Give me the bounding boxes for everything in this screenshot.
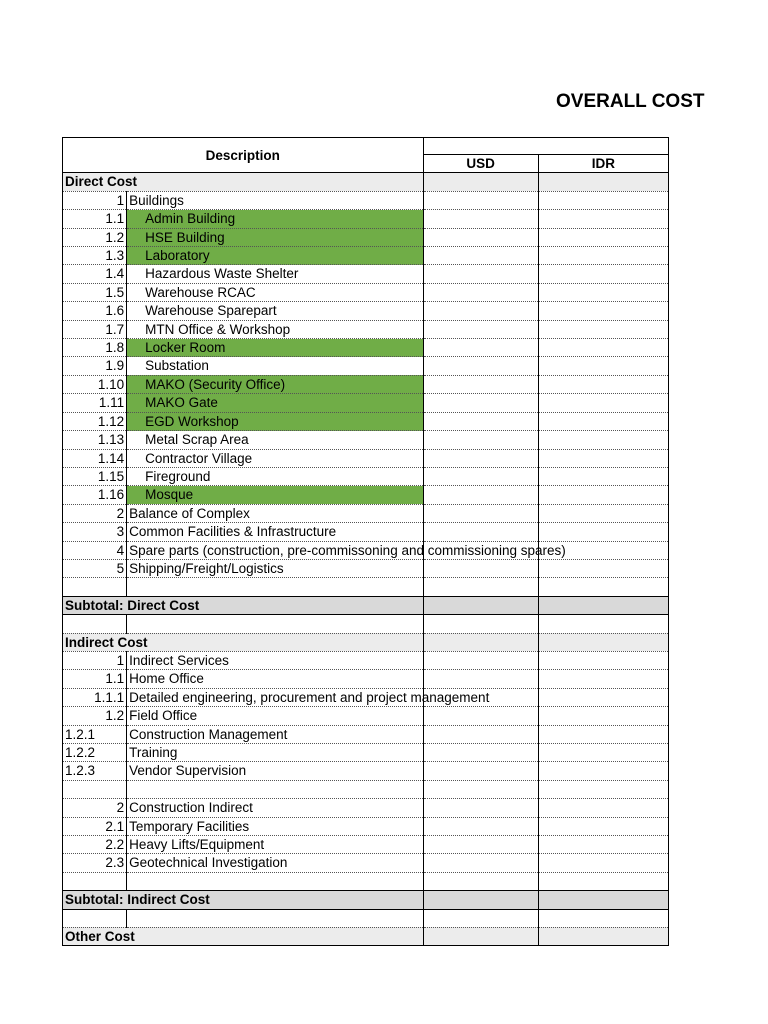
item-number: 1.8 bbox=[63, 339, 127, 357]
table-row bbox=[63, 449, 669, 467]
table-row bbox=[63, 743, 669, 761]
idr-cell bbox=[538, 302, 668, 320]
blank-row bbox=[63, 615, 669, 633]
item-number: 2 bbox=[63, 799, 127, 817]
item-number: 1 bbox=[63, 651, 127, 669]
item-description-text: Training bbox=[129, 744, 178, 760]
usd-cell bbox=[423, 651, 538, 669]
item-number: 2.3 bbox=[63, 854, 127, 872]
item-number: 1.5 bbox=[63, 283, 127, 301]
header-row bbox=[63, 138, 669, 155]
idr-cell bbox=[538, 210, 668, 228]
table-row bbox=[63, 210, 669, 228]
item-description-text: Mosque bbox=[145, 487, 194, 503]
item-description bbox=[127, 835, 423, 853]
item-description-text: Warehouse RCAC bbox=[145, 284, 256, 300]
usd-cell bbox=[423, 762, 538, 780]
idr-cell bbox=[538, 707, 668, 725]
idr-cell bbox=[538, 835, 668, 853]
usd-header: USD bbox=[423, 155, 538, 173]
description-header: Description bbox=[63, 138, 424, 173]
usd-cell bbox=[423, 780, 538, 798]
idr-cell bbox=[538, 504, 668, 522]
table-row bbox=[63, 817, 669, 835]
table-row bbox=[63, 688, 669, 706]
subtotal-indirect-cost bbox=[63, 891, 669, 909]
item-description bbox=[127, 431, 423, 449]
table-row bbox=[63, 357, 669, 375]
item-description-text: Home Office bbox=[129, 671, 204, 687]
empty-cell bbox=[423, 872, 538, 890]
idr-cell bbox=[538, 762, 668, 780]
usd-cell bbox=[423, 191, 538, 209]
table-row bbox=[63, 283, 669, 301]
empty-cell bbox=[423, 909, 538, 927]
idr-cell bbox=[538, 799, 668, 817]
empty-cell bbox=[423, 615, 538, 633]
item-description bbox=[127, 541, 566, 559]
table-row bbox=[63, 523, 669, 541]
subtotal-direct-cost bbox=[63, 596, 669, 614]
usd-cell bbox=[423, 375, 538, 393]
idr-cell bbox=[538, 688, 668, 706]
item-number: 1.2 bbox=[63, 707, 127, 725]
idr-cell bbox=[538, 927, 668, 945]
idr-cell bbox=[538, 265, 668, 283]
item-description bbox=[127, 725, 423, 743]
item-description bbox=[127, 467, 423, 485]
usd-cell bbox=[423, 523, 538, 541]
item-description bbox=[127, 854, 423, 872]
idr-cell bbox=[538, 559, 668, 577]
item-number: 1.1.1 bbox=[63, 688, 127, 706]
item-number bbox=[63, 780, 127, 798]
usd-cell bbox=[423, 228, 538, 246]
item-description bbox=[127, 670, 423, 688]
idr-cell bbox=[538, 339, 668, 357]
table-row bbox=[63, 375, 669, 393]
item-description-text: Indirect Services bbox=[129, 652, 229, 668]
item-description-text: Detailed engineering, procurement and project management bbox=[129, 689, 490, 705]
table-row bbox=[63, 467, 669, 485]
idr-cell bbox=[538, 854, 668, 872]
blank-row bbox=[63, 909, 669, 927]
table-row bbox=[63, 762, 669, 780]
table-row bbox=[63, 302, 669, 320]
idr-cell bbox=[538, 283, 668, 301]
table-row bbox=[63, 504, 669, 522]
section-indirect-cost bbox=[63, 633, 669, 651]
item-description bbox=[127, 228, 423, 246]
idr-cell bbox=[538, 357, 668, 375]
item-number: 2 bbox=[63, 504, 127, 522]
empty-cell bbox=[538, 909, 668, 927]
empty-cell bbox=[538, 872, 668, 890]
section-other-cost bbox=[63, 927, 669, 945]
table-row bbox=[63, 670, 669, 688]
section-indirect-cost-label: Indirect Cost bbox=[63, 633, 424, 651]
subtotal-direct-cost-label: Subtotal: Direct Cost bbox=[63, 596, 424, 614]
idr-cell bbox=[538, 780, 668, 798]
usd-cell bbox=[423, 394, 538, 412]
usd-cell bbox=[423, 817, 538, 835]
item-number: 1.15 bbox=[63, 467, 127, 485]
item-description-text: Construction Management bbox=[129, 726, 288, 742]
currency-group-header bbox=[423, 138, 668, 155]
item-description-text: Geotechnical Investigation bbox=[129, 855, 288, 871]
empty-cell bbox=[127, 578, 423, 596]
item-description bbox=[127, 743, 423, 761]
item-number: 1 bbox=[63, 191, 127, 209]
item-description bbox=[127, 247, 423, 265]
empty-cell bbox=[63, 578, 127, 596]
item-description-text: Balance of Complex bbox=[129, 505, 250, 521]
idr-cell bbox=[538, 596, 668, 614]
item-number: 1.7 bbox=[63, 320, 127, 338]
item-description-text: Temporary Facilities bbox=[129, 818, 250, 834]
table-row bbox=[63, 486, 669, 504]
idr-cell bbox=[538, 486, 668, 504]
item-description bbox=[127, 412, 423, 430]
item-description bbox=[127, 339, 423, 357]
usd-cell bbox=[423, 596, 538, 614]
usd-cell bbox=[423, 412, 538, 430]
table-row bbox=[63, 265, 669, 283]
idr-header: IDR bbox=[538, 155, 668, 173]
page-title: OVERALL COST bbox=[556, 91, 705, 112]
item-description bbox=[127, 817, 423, 835]
usd-cell bbox=[423, 283, 538, 301]
item-number: 1.2.2 bbox=[63, 743, 127, 761]
usd-cell bbox=[423, 357, 538, 375]
item-number: 1.4 bbox=[63, 265, 127, 283]
idr-cell bbox=[538, 375, 668, 393]
usd-cell bbox=[423, 670, 538, 688]
idr-cell bbox=[538, 191, 668, 209]
idr-cell bbox=[538, 817, 668, 835]
item-description bbox=[127, 688, 490, 706]
empty-cell bbox=[127, 615, 423, 633]
item-description bbox=[127, 523, 423, 541]
item-description bbox=[127, 780, 423, 798]
usd-cell bbox=[423, 633, 538, 651]
item-number: 1.14 bbox=[63, 449, 127, 467]
item-description-text: Laboratory bbox=[145, 248, 210, 264]
usd-cell bbox=[423, 265, 538, 283]
item-number: 1.16 bbox=[63, 486, 127, 504]
table-row bbox=[63, 339, 669, 357]
idr-cell bbox=[538, 449, 668, 467]
item-description bbox=[127, 707, 423, 725]
item-number: 4 bbox=[63, 541, 127, 559]
item-description-text: Spare parts (construction, pre-commissoning and commissioning spares) bbox=[129, 542, 566, 558]
item-description-text: Fireground bbox=[145, 468, 211, 484]
table-row bbox=[63, 707, 669, 725]
idr-cell bbox=[538, 173, 668, 191]
table-row bbox=[63, 247, 669, 265]
item-description-text: Substation bbox=[145, 358, 209, 374]
item-number: 3 bbox=[63, 523, 127, 541]
item-description-text: Locker Room bbox=[145, 340, 226, 356]
usd-cell bbox=[423, 486, 538, 504]
idr-cell bbox=[538, 431, 668, 449]
idr-cell bbox=[538, 743, 668, 761]
table-row bbox=[63, 228, 669, 246]
usd-cell bbox=[423, 320, 538, 338]
blank-row bbox=[63, 578, 669, 596]
item-description bbox=[127, 762, 423, 780]
item-description bbox=[127, 486, 423, 504]
table-row bbox=[63, 320, 669, 338]
idr-cell bbox=[538, 247, 668, 265]
item-number: 2.2 bbox=[63, 835, 127, 853]
item-number: 5 bbox=[63, 559, 127, 577]
empty-cell bbox=[538, 578, 668, 596]
item-description bbox=[127, 504, 423, 522]
item-description-text: Hazardous Waste Shelter bbox=[145, 266, 299, 282]
blank-row bbox=[63, 872, 669, 890]
item-number: 1.2.1 bbox=[63, 725, 127, 743]
idr-cell bbox=[538, 633, 668, 651]
section-direct-cost bbox=[63, 173, 669, 191]
item-description bbox=[127, 283, 423, 301]
table-row bbox=[63, 725, 669, 743]
section-direct-cost-label: Direct Cost bbox=[63, 173, 424, 191]
item-number: 1.1 bbox=[63, 670, 127, 688]
item-description-text: Warehouse Sparepart bbox=[145, 303, 277, 319]
item-description-text: Common Facilities & Infrastructure bbox=[129, 524, 337, 540]
item-description-text: Construction Indirect bbox=[129, 800, 253, 816]
item-number: 1.13 bbox=[63, 431, 127, 449]
item-description-text: Contractor Village bbox=[145, 450, 253, 466]
item-description bbox=[127, 394, 423, 412]
item-number: 1.9 bbox=[63, 357, 127, 375]
idr-cell bbox=[538, 412, 668, 430]
item-number: 1.1 bbox=[63, 210, 127, 228]
item-description-text: MAKO (Security Office) bbox=[145, 376, 286, 392]
item-number: 1.6 bbox=[63, 302, 127, 320]
item-description bbox=[127, 210, 423, 228]
item-description bbox=[127, 375, 423, 393]
empty-cell bbox=[423, 578, 538, 596]
table-row bbox=[63, 541, 669, 559]
item-description-text: Admin Building bbox=[145, 211, 236, 227]
idr-cell bbox=[538, 523, 668, 541]
item-description bbox=[127, 559, 423, 577]
empty-cell bbox=[63, 615, 127, 633]
item-number: 1.3 bbox=[63, 247, 127, 265]
item-description-text: Buildings bbox=[129, 192, 184, 208]
usd-cell bbox=[423, 467, 538, 485]
item-description-text: MAKO Gate bbox=[145, 395, 218, 411]
usd-cell bbox=[423, 854, 538, 872]
empty-cell bbox=[127, 872, 423, 890]
item-number: 1.11 bbox=[63, 394, 127, 412]
idr-cell bbox=[538, 891, 668, 909]
idr-cell bbox=[538, 394, 668, 412]
item-number: 2.1 bbox=[63, 817, 127, 835]
idr-cell bbox=[538, 725, 668, 743]
table-row bbox=[63, 394, 669, 412]
subtotal-indirect-cost-label: Subtotal: Indirect Cost bbox=[63, 891, 424, 909]
table-row bbox=[63, 780, 669, 798]
table-row bbox=[63, 854, 669, 872]
item-description-text: Shipping/Freight/Logistics bbox=[129, 560, 284, 576]
usd-cell bbox=[423, 247, 538, 265]
idr-cell bbox=[538, 670, 668, 688]
usd-cell bbox=[423, 449, 538, 467]
usd-cell bbox=[423, 891, 538, 909]
usd-cell bbox=[423, 302, 538, 320]
item-description bbox=[127, 651, 423, 669]
empty-cell bbox=[538, 615, 668, 633]
table-row bbox=[63, 559, 669, 577]
item-number: 1.2 bbox=[63, 228, 127, 246]
table-row bbox=[63, 835, 669, 853]
empty-cell bbox=[127, 909, 423, 927]
table-row bbox=[63, 412, 669, 430]
usd-cell bbox=[423, 835, 538, 853]
empty-cell bbox=[63, 909, 127, 927]
item-description-text: Field Office bbox=[129, 708, 198, 724]
item-description bbox=[127, 357, 423, 375]
usd-cell bbox=[423, 707, 538, 725]
usd-cell bbox=[423, 725, 538, 743]
item-description bbox=[127, 320, 423, 338]
item-description-text: Metal Scrap Area bbox=[145, 432, 249, 448]
item-number: 1.10 bbox=[63, 375, 127, 393]
item-description bbox=[127, 265, 423, 283]
item-description bbox=[127, 191, 423, 209]
table-row bbox=[63, 191, 669, 209]
item-number: 1.2.3 bbox=[63, 762, 127, 780]
usd-cell bbox=[423, 210, 538, 228]
table-row bbox=[63, 799, 669, 817]
usd-cell bbox=[423, 173, 538, 191]
idr-cell bbox=[538, 228, 668, 246]
item-description bbox=[127, 799, 423, 817]
table-row bbox=[63, 431, 669, 449]
cost-table bbox=[62, 137, 669, 946]
section-other-cost-label: Other Cost bbox=[63, 927, 424, 945]
item-number: 1.12 bbox=[63, 412, 127, 430]
usd-cell bbox=[423, 504, 538, 522]
item-description-text: Heavy Lifts/Equipment bbox=[129, 836, 265, 852]
item-description-text: MTN Office & Workshop bbox=[145, 321, 291, 337]
usd-cell bbox=[423, 743, 538, 761]
idr-cell bbox=[538, 651, 668, 669]
empty-cell bbox=[63, 872, 127, 890]
usd-cell bbox=[423, 927, 538, 945]
item-description-text: Vendor Supervision bbox=[129, 763, 247, 779]
item-description bbox=[127, 449, 423, 467]
usd-cell bbox=[423, 559, 538, 577]
item-description-text: HSE Building bbox=[145, 229, 225, 245]
table-row bbox=[63, 651, 669, 669]
usd-cell bbox=[423, 339, 538, 357]
usd-cell bbox=[423, 799, 538, 817]
idr-cell bbox=[538, 467, 668, 485]
item-description bbox=[127, 302, 423, 320]
item-description-text: EGD Workshop bbox=[145, 413, 239, 429]
usd-cell bbox=[423, 431, 538, 449]
idr-cell bbox=[538, 320, 668, 338]
